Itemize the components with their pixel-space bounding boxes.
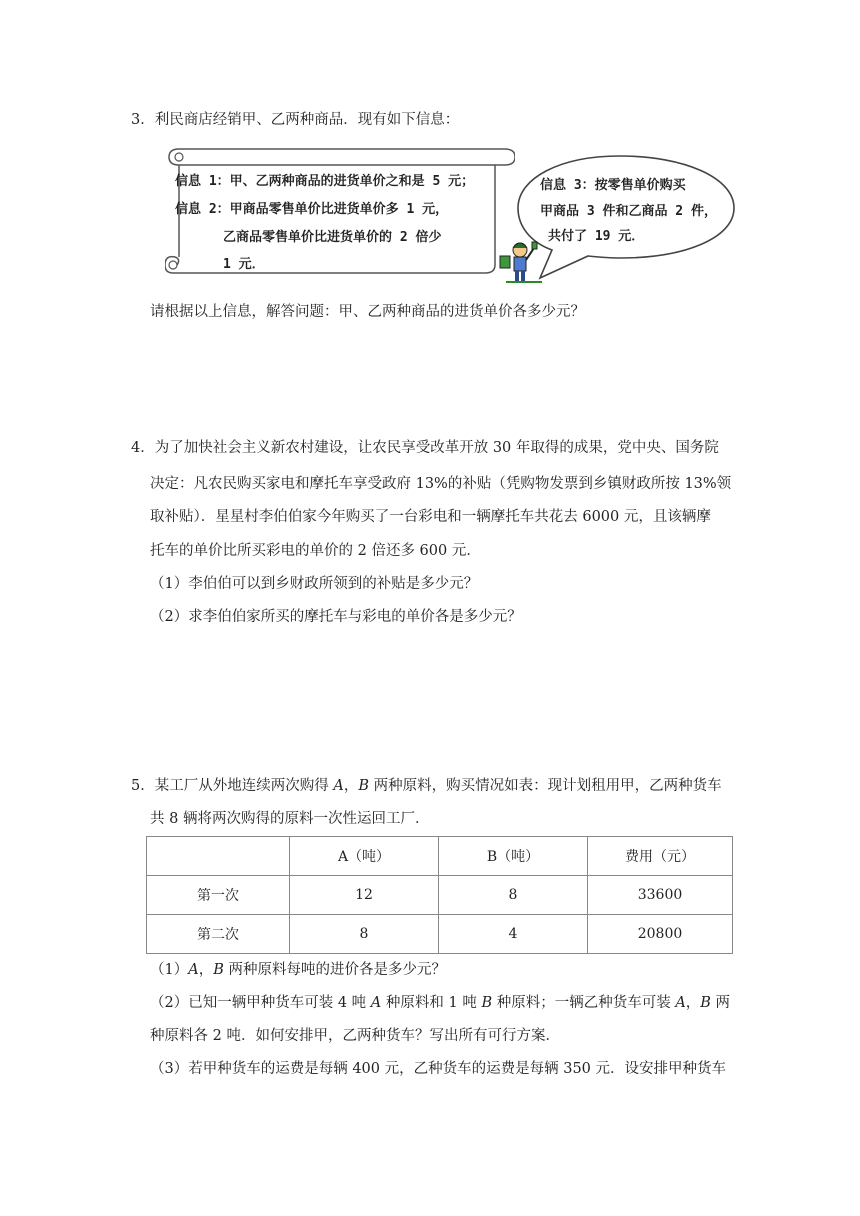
table-row (147, 876, 733, 915)
bubble-line2: 甲商品 3 件和乙商品 2 件， (540, 204, 717, 219)
table-cell: 第二次 (147, 915, 290, 954)
q5-sub2-a: （2）已知一辆甲种货车可装 4 吨 (150, 995, 371, 1011)
table-header-cell (147, 837, 290, 876)
scroll-line4: 1 元． (223, 257, 265, 272)
table-header-cell: 费用（元） (588, 837, 733, 876)
table-cell: 33600 (588, 876, 733, 915)
table-header-cell: B（吨） (439, 837, 588, 876)
table-cell: 12 (290, 876, 439, 915)
bubble-line3: 共付了 19 元． (548, 229, 645, 244)
q5-sub1-a: （1） (150, 962, 189, 978)
var-a: A (333, 778, 344, 794)
scroll-illustration (165, 145, 515, 277)
table-header-row (147, 837, 733, 876)
q5-sub1 (150, 960, 446, 980)
scroll-line2: 信息 2：甲商品零售单价比进货单价多 1 元， (175, 202, 449, 217)
var-a: A (370, 995, 382, 1011)
var-a: A (188, 962, 199, 978)
purchase-table (146, 836, 733, 954)
var-b: B (700, 995, 711, 1011)
q4-line3: 取补贴）．星星村李伯伯家今年购买了一台彩电和一辆摩托车共花去 6000 元，且该辆摩 (150, 509, 711, 525)
q5-line2: 共 8 辆将两次购得的原料一次性运回工厂． (150, 811, 430, 827)
table-cell: 8 (290, 915, 439, 954)
q5-sub2-c: 种原料；一辆乙种货车可装 (492, 995, 676, 1011)
table-cell: 第一次 (147, 876, 290, 915)
q5-sub2-line2: 种原料各 2 吨．如何安排甲，乙两种货车？写出所有可行方案． (150, 1028, 560, 1044)
q3-question: 请根据以上信息，解答问题：甲、乙两种商品的进货单价各多少元？ (150, 304, 585, 320)
q4-line1: 4．为了加快社会主义新农村建设，让农民享受改革开放 30 年取得的成果，党中央、国务院 (131, 440, 719, 456)
q5-line1-a: 5．某工厂从外地连续两次购得 (131, 778, 334, 794)
q3-line1: 3．利民商店经销甲、乙两种商品．现有如下信息： (131, 112, 460, 128)
separator: ， (198, 962, 214, 978)
table-row (147, 915, 733, 954)
bubble-line1: 信息 3：按零售单价购买 (540, 178, 686, 193)
q4-line2: 决定：凡农民购买家电和摩托车享受政府 13%的补贴（凭购物发票到乡镇财政所按 13%领 (150, 476, 732, 492)
var-a: A (675, 995, 686, 1011)
q5-line1-b: 两种原料，购买情况如表：现计划租用甲，乙两种货车 (368, 778, 722, 794)
table-cell: 20800 (588, 915, 733, 954)
q5-sub1-b: 两种原料每吨的进价各是多少元？ (223, 962, 446, 978)
separator: ， (685, 995, 701, 1011)
q5-sub2 (150, 993, 730, 1013)
table-cell: 8 (439, 876, 588, 915)
q5-line1 (131, 776, 722, 796)
separator: ， (343, 778, 359, 794)
q5-sub2-b: 种原料和 1 吨 (381, 995, 482, 1011)
q5-sub2-d: 两 (710, 995, 731, 1011)
table-cell: 4 (439, 915, 588, 954)
table-header-cell: A（吨） (290, 837, 439, 876)
var-b: B (481, 995, 493, 1011)
cartoon-figure-icon (498, 238, 548, 284)
q4-sub2: （2）求李伯伯家所买的摩托车与彩电的单价各是多少元？ (150, 609, 522, 625)
var-b: B (213, 962, 224, 978)
q5-sub3: （3）若甲种货车的运费是每辆 400 元，乙种货车的运费是每辆 350 元．设安排甲种货车 (150, 1061, 727, 1077)
q4-sub1: （1）李伯伯可以到乡财政所领到的补贴是多少元？ (150, 576, 479, 592)
q4-line4: 托车的单价比所买彩电的单价的 2 倍还多 600 元． (150, 543, 481, 559)
scroll-line3: 乙商品零售单价比进货单价的 2 倍少 (223, 230, 442, 245)
scroll-line1: 信息 1：甲、乙两种商品的进货单价之和是 5 元； (175, 174, 475, 189)
var-b: B (358, 778, 369, 794)
